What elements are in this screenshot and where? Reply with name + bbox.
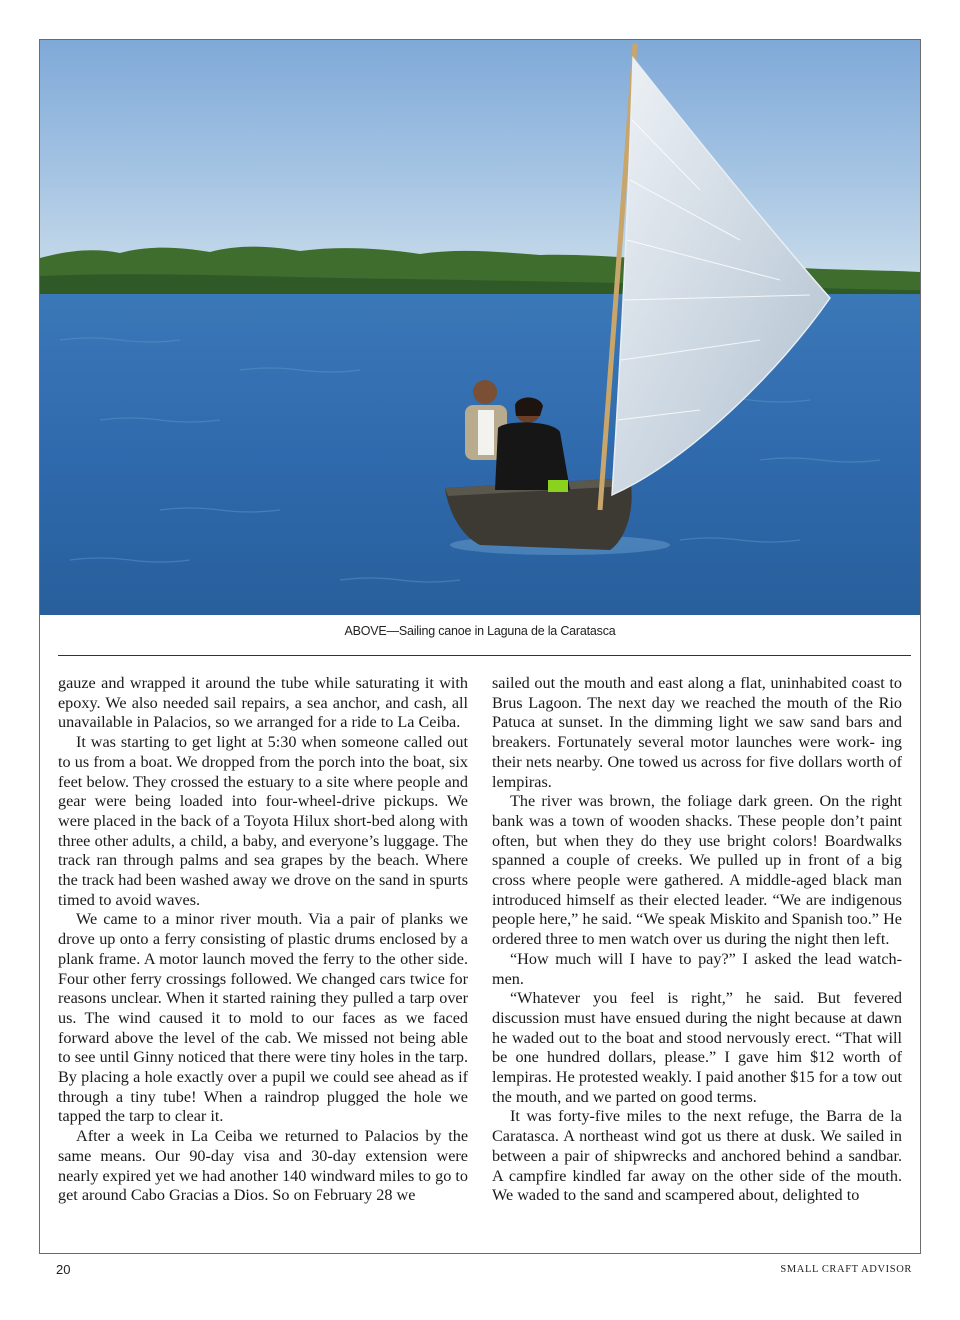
paragraph: We came to a minor river mouth. Via a pair of planks we drove up onto a ferry consisting of plastic drums enclosed by a plank frame. A motor launch moved the ferry to the other side. Four other ferry crossings followed. We changed cars twice for reasons unclear. When it started raining they pulled a tarp over us. The wind caused it to mold to our faces as we faced forward above the level of the cab. We missed not being able to see until Ginny noticed that there were tiny holes in the tarp. By placing a hole exactly over a pupil we could see ahead as if through a tiny tube! When a raindrop plugged the hole we tapped the tarp to clear it. bbox=[58, 910, 468, 1126]
paragraph: sailed out the mouth and east along a flat, uninhabited coast to Brus Lagoon. The next day we reached the mouth of the Rio Patuca at sunset. In the dimming light we saw sand bars and breakers. Fortunately several motor launches were work- ing their nets nearby. One towed us across for five dollars worth of lempiras. bbox=[492, 674, 902, 791]
paragraph: It was starting to get light at 5:30 when someone called out to us from a boat. We dropped from the porch into the boat, six feet below. They crossed the estuary to a site where people and gear were being loaded into four-wheel-drive pickups. We were placed in the back of a Toyota Hilux short-bed along with three other adults, a child, a baby, and everyone’s luggage. The track ran through palms and sea grapes by the beach. Where the track had been washed away we drove on the sand in spurts timed to avoid waves. bbox=[58, 733, 468, 909]
paragraph: After a week in La Ceiba we returned to Palacios by the same means. Our 90-day visa and 30-day extension were nearly expired yet we had another 140 windward miles to go to get around Cabo Gracias a Dios. So on February 28 we bbox=[58, 1127, 468, 1205]
paragraph: The river was brown, the foliage dark green. On the right bank was a town of wooden shacks. These people don’t paint often, but when they do they use bright colors! Boardwalks spanned a couple of creeks. We pulled up in front of a big cross where people were gathered. A middle-aged black man introduced himself as their elected leader. “We are indigenous people here,” he said. “We speak Miskito and Spanish too.” He ordered three to men watch over us during the night then left. bbox=[492, 792, 902, 949]
magazine-name: SMALL CRAFT ADVISOR bbox=[780, 1264, 912, 1275]
article-column-right bbox=[492, 674, 902, 1206]
paragraph: It was forty-five miles to the next refuge, the Barra de la Caratasca. A northeast wind got us there at dusk. We sailed in between a pair of shipwrecks and anchored behind a sandbar. A campfire kindled far away on the other side of the mouth. We waded to the sand and scampered about, delighted to bbox=[492, 1107, 902, 1205]
article-column-left bbox=[58, 674, 468, 1206]
caption-divider bbox=[58, 655, 911, 656]
paragraph: “How much will I have to pay?” I asked the lead watch- men. bbox=[492, 949, 902, 988]
photo-caption: ABOVE—Sailing canoe in Laguna de la Caratasca bbox=[344, 624, 616, 638]
paragraph: gauze and wrapped it around the tube while saturating it with epoxy. We also needed sail repairs, a sea anchor, and cash, all unavailable in Palacios, so we arranged for a ride to La Ceiba. bbox=[58, 674, 468, 732]
page-number: 20 bbox=[56, 1262, 71, 1277]
sailing-canoe-photo bbox=[40, 40, 920, 615]
paragraph: “Whatever you feel is right,” he said. But fevered discussion must have ensued during the night because at dawn he waded out to the boat and stood nervously erect. “That will be one hundred dollars, please.” I gave him $12 worth of lempiras. He protested weakly. I paid another $15 for a tow out the mouth, and we parted on good terms. bbox=[492, 989, 902, 1106]
